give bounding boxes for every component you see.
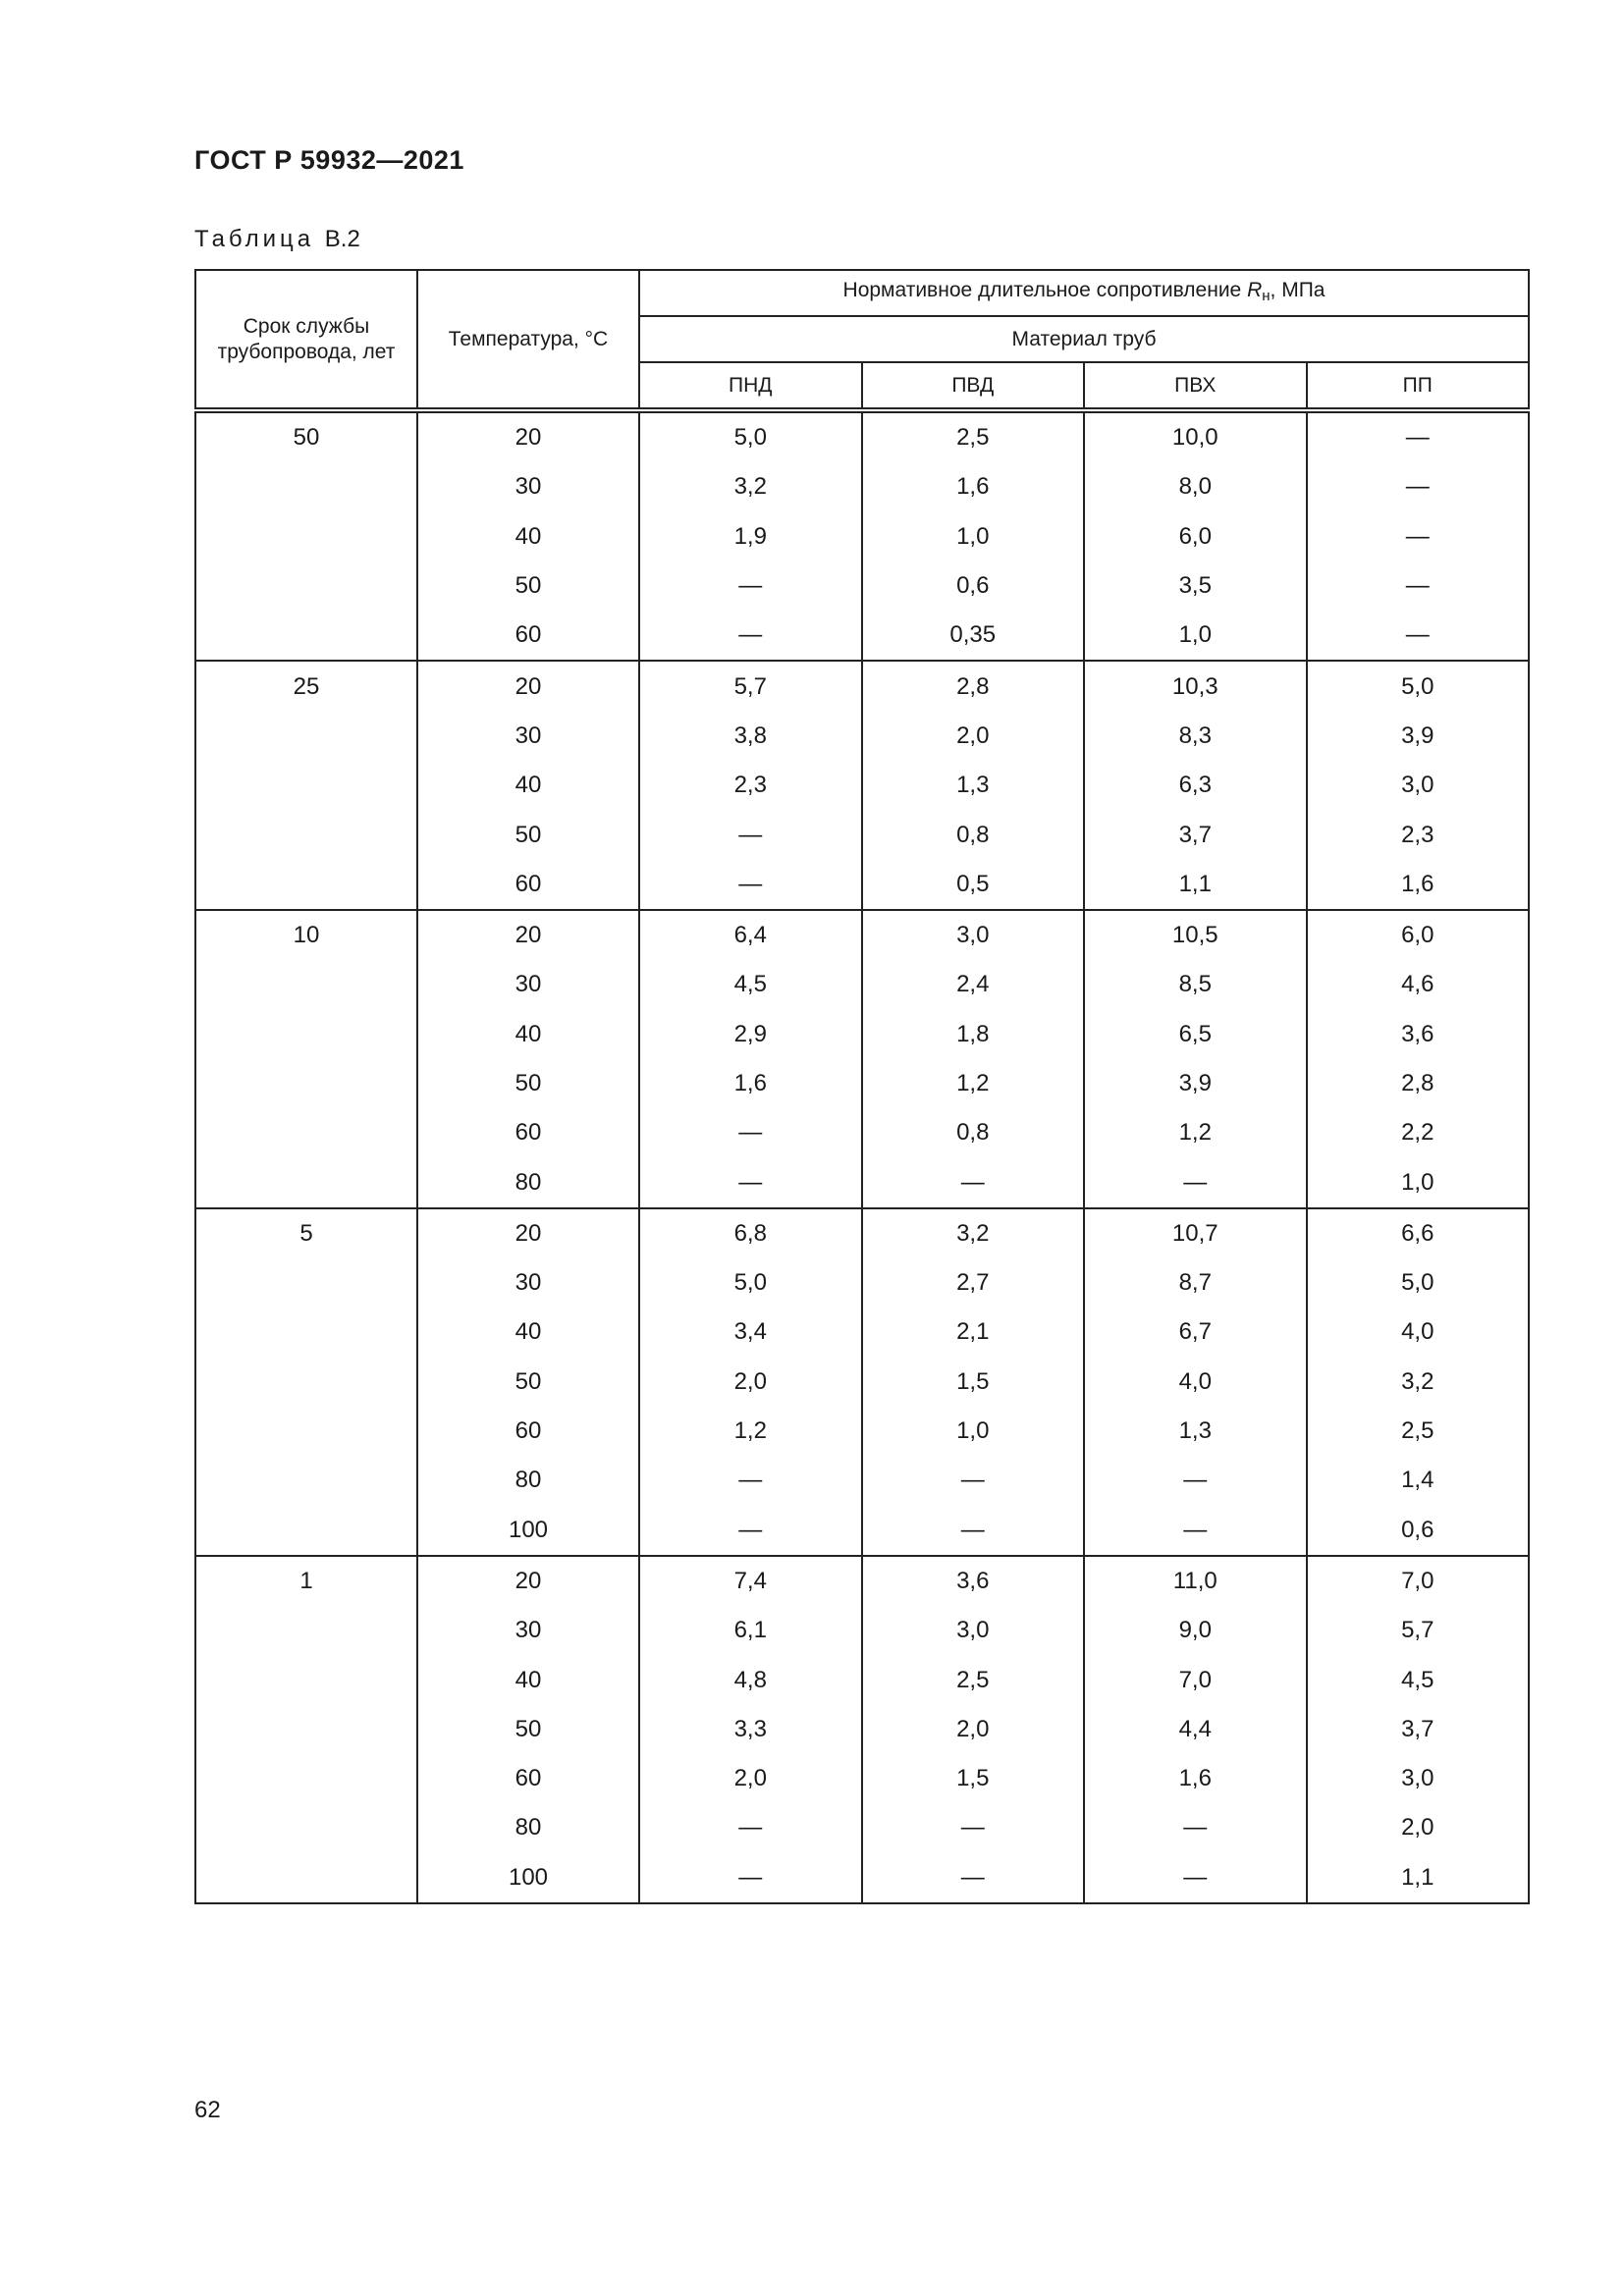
cell-pp: 0,6 [1307,1506,1530,1556]
cell-service-life [195,1407,417,1456]
cell-temperature: 40 [417,1010,639,1059]
header-resistance-symbol: R [1247,278,1263,301]
cell-service-life [195,1803,417,1852]
cell-temperature: 20 [417,1208,639,1258]
cell-pvd: 1,2 [862,1059,1085,1108]
cell-pvd: 2,5 [862,410,1085,462]
cell-service-life [195,1108,417,1157]
cell-pp: 2,5 [1307,1407,1530,1456]
cell-service-life [195,960,417,1009]
cell-pvh: — [1084,1803,1307,1852]
table-row [195,661,1529,711]
table-row [195,1655,1529,1704]
cell-temperature: 50 [417,1358,639,1407]
cell-pnd: 1,9 [639,512,862,561]
cell-pvh: 3,7 [1084,810,1307,859]
cell-pvd: 3,0 [862,910,1085,960]
table-row [195,960,1529,1009]
cell-service-life: 5 [195,1208,417,1258]
cell-pvh: 6,7 [1084,1308,1307,1357]
cell-pnd: 2,0 [639,1754,862,1803]
cell-pp: 5,0 [1307,1258,1530,1308]
cell-pvd: 3,0 [862,1606,1085,1655]
cell-pp: 2,3 [1307,810,1530,859]
cell-pnd: 3,2 [639,462,862,511]
table-row [195,1853,1529,1903]
cell-pnd: 5,0 [639,1258,862,1308]
cell-temperature: 60 [417,611,639,661]
header-material-pp: ПП [1307,362,1530,410]
table-caption [194,226,360,253]
header-material-pvd: ПВД [862,362,1085,410]
cell-pvd: — [862,1506,1085,1556]
cell-pvd: — [862,1456,1085,1505]
cell-temperature: 80 [417,1157,639,1207]
cell-pvh: 1,6 [1084,1754,1307,1803]
cell-service-life [195,561,417,611]
cell-pnd: 5,7 [639,661,862,711]
cell-pnd: 2,0 [639,1358,862,1407]
header-material-pvh: ПВХ [1084,362,1307,410]
cell-service-life [195,1754,417,1803]
cell-service-life [195,860,417,910]
cell-pvd: 0,5 [862,860,1085,910]
cell-pp: 1,0 [1307,1157,1530,1207]
cell-pnd: 3,3 [639,1705,862,1754]
cell-service-life [195,761,417,810]
cell-pnd: 6,1 [639,1606,862,1655]
cell-pvd: 2,0 [862,712,1085,761]
table-row [195,910,1529,960]
cell-pvd: 0,8 [862,1108,1085,1157]
cell-service-life [195,1157,417,1207]
cell-service-life [195,1705,417,1754]
cell-pvh: 1,0 [1084,611,1307,661]
cell-pp: 3,9 [1307,712,1530,761]
table-row [195,1157,1529,1207]
header-resistance [639,270,1529,316]
cell-pnd: 2,3 [639,761,862,810]
header-material-pnd: ПНД [639,362,862,410]
service-life-group [195,910,1529,1208]
table-row [195,761,1529,810]
cell-pvh: — [1084,1506,1307,1556]
cell-temperature: 50 [417,561,639,611]
cell-service-life [195,1358,417,1407]
cell-pvh: 4,4 [1084,1705,1307,1754]
cell-temperature: 30 [417,960,639,1009]
cell-temperature: 60 [417,1108,639,1157]
cell-service-life [195,1506,417,1556]
cell-pvh: 8,7 [1084,1258,1307,1308]
cell-service-life: 10 [195,910,417,960]
table-row [195,1258,1529,1308]
cell-service-life [195,1606,417,1655]
service-life-group [195,661,1529,909]
cell-pp: 3,0 [1307,761,1530,810]
cell-pnd: 7,4 [639,1556,862,1606]
cell-pvh: 9,0 [1084,1606,1307,1655]
table-row [195,410,1529,462]
cell-pvh: 7,0 [1084,1655,1307,1704]
header-resistance-subscript: н [1262,287,1271,304]
cell-temperature: 80 [417,1803,639,1852]
cell-temperature: 40 [417,512,639,561]
cell-service-life [195,1010,417,1059]
table-row [195,1407,1529,1456]
cell-pvd: 2,4 [862,960,1085,1009]
cell-pp: — [1307,410,1530,462]
cell-pnd: — [639,611,862,661]
cell-service-life [195,712,417,761]
cell-pvh: — [1084,1157,1307,1207]
cell-pvh: 3,9 [1084,1059,1307,1108]
cell-pnd: — [639,1456,862,1505]
cell-pvd: — [862,1853,1085,1903]
table-row [195,1705,1529,1754]
cell-pnd: — [639,1108,862,1157]
cell-pp: 1,6 [1307,860,1530,910]
cell-temperature: 20 [417,410,639,462]
cell-pnd: — [639,1506,862,1556]
table-row [195,1803,1529,1852]
cell-service-life [195,611,417,661]
table-row [195,1208,1529,1258]
cell-pvd: 0,8 [862,810,1085,859]
cell-pvh: 6,3 [1084,761,1307,810]
cell-pvh: — [1084,1853,1307,1903]
cell-pvd: — [862,1803,1085,1852]
table-row [195,860,1529,910]
table-row [195,1059,1529,1108]
table-row [195,1010,1529,1059]
cell-pp: 3,0 [1307,1754,1530,1803]
cell-service-life: 50 [195,410,417,462]
cell-pvd: 1,5 [862,1358,1085,1407]
cell-pnd: 6,4 [639,910,862,960]
cell-temperature: 30 [417,462,639,511]
cell-pnd: 1,6 [639,1059,862,1108]
table-row [195,810,1529,859]
resistance-table [194,269,1530,1904]
cell-temperature: 100 [417,1853,639,1903]
cell-temperature: 60 [417,1407,639,1456]
cell-pvd: 0,6 [862,561,1085,611]
cell-pvh: 8,5 [1084,960,1307,1009]
cell-temperature: 50 [417,1059,639,1108]
cell-service-life [195,462,417,511]
document-number: ГОСТ Р 59932—2021 [194,145,464,175]
cell-service-life [195,512,417,561]
table-row [195,712,1529,761]
cell-pp: 2,0 [1307,1803,1530,1852]
cell-pnd: 2,9 [639,1010,862,1059]
cell-temperature: 20 [417,1556,639,1606]
cell-pvh: 6,5 [1084,1010,1307,1059]
table-row [195,512,1529,561]
table-row [195,1506,1529,1556]
cell-pnd: 1,2 [639,1407,862,1456]
cell-temperature: 40 [417,1655,639,1704]
service-life-group [195,410,1529,661]
cell-pvd: 3,2 [862,1208,1085,1258]
cell-pp: 1,1 [1307,1853,1530,1903]
cell-pvh: 4,0 [1084,1358,1307,1407]
cell-temperature: 40 [417,761,639,810]
table-row [195,1754,1529,1803]
cell-temperature: 50 [417,810,639,859]
cell-pp: — [1307,611,1530,661]
cell-pvd: 2,0 [862,1705,1085,1754]
cell-pnd: 3,4 [639,1308,862,1357]
cell-pvd: 1,0 [862,1407,1085,1456]
cell-service-life [195,1059,417,1108]
cell-pvd: 1,3 [862,761,1085,810]
cell-pvd: 2,7 [862,1258,1085,1308]
cell-pp: 6,6 [1307,1208,1530,1258]
cell-pvd: 1,8 [862,1010,1085,1059]
cell-pvh: 8,3 [1084,712,1307,761]
table-row [195,561,1529,611]
cell-service-life [195,1853,417,1903]
cell-service-life [195,1456,417,1505]
cell-pvh: 10,7 [1084,1208,1307,1258]
cell-pvh: 3,5 [1084,561,1307,611]
cell-pnd: — [639,1803,862,1852]
cell-temperature: 50 [417,1705,639,1754]
cell-pvh: 1,3 [1084,1407,1307,1456]
header-temperature: Температура, °С [417,270,639,410]
cell-service-life [195,1308,417,1357]
cell-pvh: 8,0 [1084,462,1307,511]
cell-service-life [195,810,417,859]
cell-pp: 7,0 [1307,1556,1530,1606]
cell-service-life [195,1655,417,1704]
cell-pp: 2,8 [1307,1059,1530,1108]
cell-pvh: 10,3 [1084,661,1307,711]
cell-temperature: 30 [417,1606,639,1655]
cell-pnd: 6,8 [639,1208,862,1258]
cell-pp: 1,4 [1307,1456,1530,1505]
cell-temperature: 80 [417,1456,639,1505]
table-row [195,1308,1529,1357]
cell-pnd: 5,0 [639,410,862,462]
cell-pp: 3,6 [1307,1010,1530,1059]
cell-pnd: — [639,1157,862,1207]
cell-pvh: — [1084,1456,1307,1505]
cell-temperature: 60 [417,860,639,910]
cell-pvd: 2,8 [862,661,1085,711]
cell-pnd: 4,8 [639,1655,862,1704]
cell-pnd: — [639,1853,862,1903]
cell-temperature: 40 [417,1308,639,1357]
header-resistance-prefix: Нормативное длительное сопротивление [842,278,1248,301]
cell-pvd: 1,6 [862,462,1085,511]
table-row [195,462,1529,511]
cell-pvh: 1,1 [1084,860,1307,910]
cell-pp: 3,2 [1307,1358,1530,1407]
cell-pp: — [1307,462,1530,511]
cell-temperature: 30 [417,1258,639,1308]
cell-pp: 4,5 [1307,1655,1530,1704]
table-row [195,1606,1529,1655]
cell-pnd: — [639,561,862,611]
cell-pvh: 11,0 [1084,1556,1307,1606]
cell-pnd: 3,8 [639,712,862,761]
cell-pvh: 6,0 [1084,512,1307,561]
cell-pnd: — [639,860,862,910]
cell-pp: 3,7 [1307,1705,1530,1754]
cell-service-life: 25 [195,661,417,711]
cell-pp: 5,7 [1307,1606,1530,1655]
cell-pvd: 1,0 [862,512,1085,561]
table-row [195,1556,1529,1606]
table-caption-label: Таблица [194,226,315,252]
cell-pvh: 10,5 [1084,910,1307,960]
table-row [195,611,1529,661]
cell-temperature: 30 [417,712,639,761]
cell-temperature: 60 [417,1754,639,1803]
cell-temperature: 20 [417,661,639,711]
cell-pp: 4,6 [1307,960,1530,1009]
cell-pnd: 4,5 [639,960,862,1009]
cell-pvd: — [862,1157,1085,1207]
header-resistance-suffix: , МПа [1270,278,1326,301]
cell-pp: 5,0 [1307,661,1530,711]
cell-pnd: — [639,810,862,859]
cell-pp: 6,0 [1307,910,1530,960]
cell-pvd: 3,6 [862,1556,1085,1606]
cell-pvh: 10,0 [1084,410,1307,462]
service-life-group [195,1208,1529,1556]
cell-service-life: 1 [195,1556,417,1606]
cell-pvd: 2,1 [862,1308,1085,1357]
cell-temperature: 100 [417,1506,639,1556]
header-material: Материал труб [639,316,1529,362]
cell-pvd: 0,35 [862,611,1085,661]
cell-pvd: 1,5 [862,1754,1085,1803]
cell-pp: — [1307,512,1530,561]
cell-pp: 4,0 [1307,1308,1530,1357]
service-life-group [195,1556,1529,1903]
table-row [195,1358,1529,1407]
table-row [195,1108,1529,1157]
page-number: 62 [194,2097,221,2123]
table-row [195,1456,1529,1505]
cell-pvh: 1,2 [1084,1108,1307,1157]
cell-pvd: 2,5 [862,1655,1085,1704]
cell-pp: 2,2 [1307,1108,1530,1157]
table-caption-number: В.2 [324,226,360,252]
cell-temperature: 20 [417,910,639,960]
cell-service-life [195,1258,417,1308]
cell-pp: — [1307,561,1530,611]
header-service-life: Срок службы трубопровода, лет [195,270,417,410]
